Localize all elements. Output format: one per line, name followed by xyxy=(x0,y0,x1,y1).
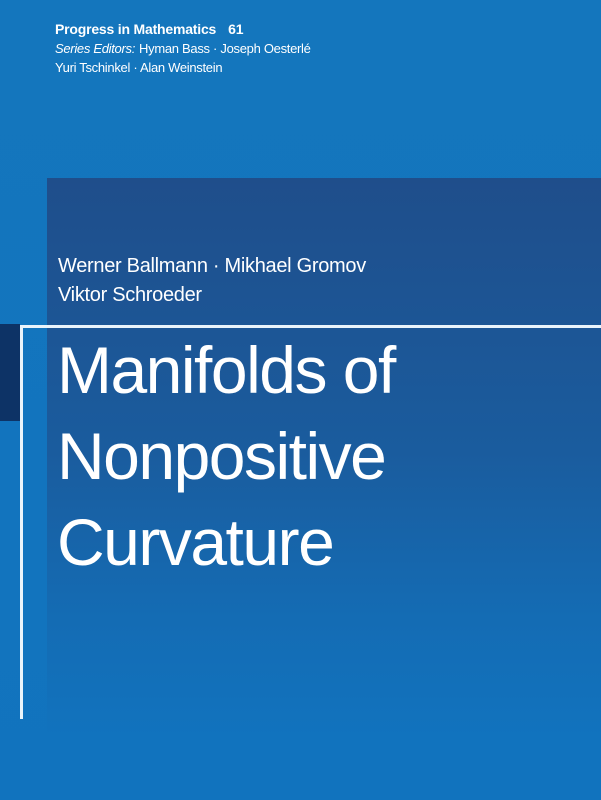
title-line-2: Nonpositive xyxy=(57,419,386,493)
spine-accent-block xyxy=(0,324,20,421)
series-line xyxy=(55,20,311,39)
series-title: Progress in Mathematics xyxy=(55,21,217,37)
author-line-2: Viktor Schroeder xyxy=(58,284,202,306)
title-line-1: Manifolds of xyxy=(57,333,395,407)
series-editors-line-1 xyxy=(55,39,311,58)
frame-line-vertical xyxy=(20,325,23,719)
authors xyxy=(58,252,366,310)
series-editors-names-1: Hyman Bass · Joseph Oesterlé xyxy=(139,41,311,56)
author-line-1: Werner Ballmann · Mikhael Gromov xyxy=(58,255,366,277)
series-editors-label: Series Editors: xyxy=(55,41,136,56)
series-editors-names-2: Yuri Tschinkel · Alan Weinstein xyxy=(55,60,223,75)
book-title xyxy=(57,327,395,585)
series-volume: 61 xyxy=(228,21,244,37)
series-header xyxy=(55,20,311,77)
title-line-3: Curvature xyxy=(57,505,334,579)
